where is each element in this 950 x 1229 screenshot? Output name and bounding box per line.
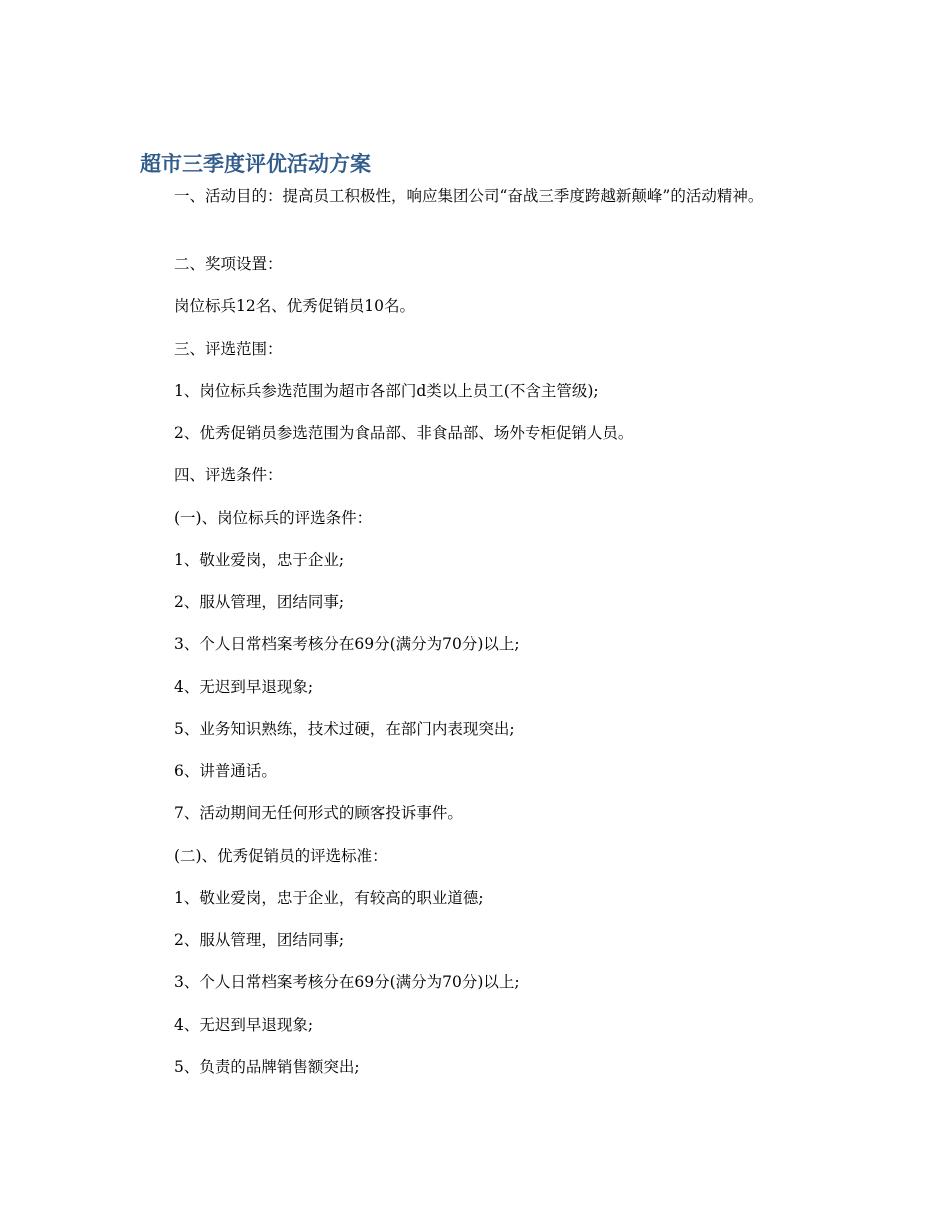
criteria-b-item-2: 2、服从管理，团结同事; [174,931,345,949]
criteria-a-item-6: 6、讲普通话。 [174,762,277,780]
criteria-a-item-5: 5、业务知识熟练，技术过硬，在部门内表现突出; [174,720,515,738]
section-heading-criteria: 四、评选条件： [174,466,283,484]
criteria-a-item-4: 4、无迟到早退现象; [174,678,314,696]
criteria-b-item-5: 5、负责的品牌销售额突出; [174,1058,360,1076]
scope-item-1: 1、岗位标兵参选范围为超市各部门d类以上员工(不含主管级); [174,382,599,400]
criteria-a-item-1: 1、敬业爱岗，忠于企业; [174,551,345,569]
criteria-b-item-3: 3、个人日常档案考核分在69分(满分为70分)以上; [174,973,520,991]
document-title: 超市三季度评优活动方案 [140,152,371,176]
subheading-promoter: (二)、优秀促销员的评选标准： [174,847,388,865]
criteria-b-item-1: 1、敬业爱岗，忠于企业，有较高的职业道德; [174,889,484,907]
subheading-post-model: (一)、岗位标兵的评选条件： [174,509,373,527]
section-heading-awards: 二、奖项设置： [174,255,283,273]
scope-item-2: 2、优秀促销员参选范围为食品部、非食品部、场外专柜促销人员。 [174,424,634,442]
section-heading-scope: 三、评选范围： [174,340,283,358]
criteria-b-item-4: 4、无迟到早退现象; [174,1016,314,1034]
paragraph-intro: 一、活动目的：提高员工积极性，响应集团公司“奋战三季度跨越新颠峰”的活动精神。 [174,187,764,205]
criteria-a-item-3: 3、个人日常档案考核分在69分(满分为70分)以上; [174,635,520,653]
criteria-a-item-7: 7、活动期间无任何形式的顾客投诉事件。 [174,804,463,822]
criteria-a-item-2: 2、服从管理，团结同事; [174,593,345,611]
paragraph-award-counts: 岗位标兵12名、优秀促销员10名。 [174,297,415,315]
